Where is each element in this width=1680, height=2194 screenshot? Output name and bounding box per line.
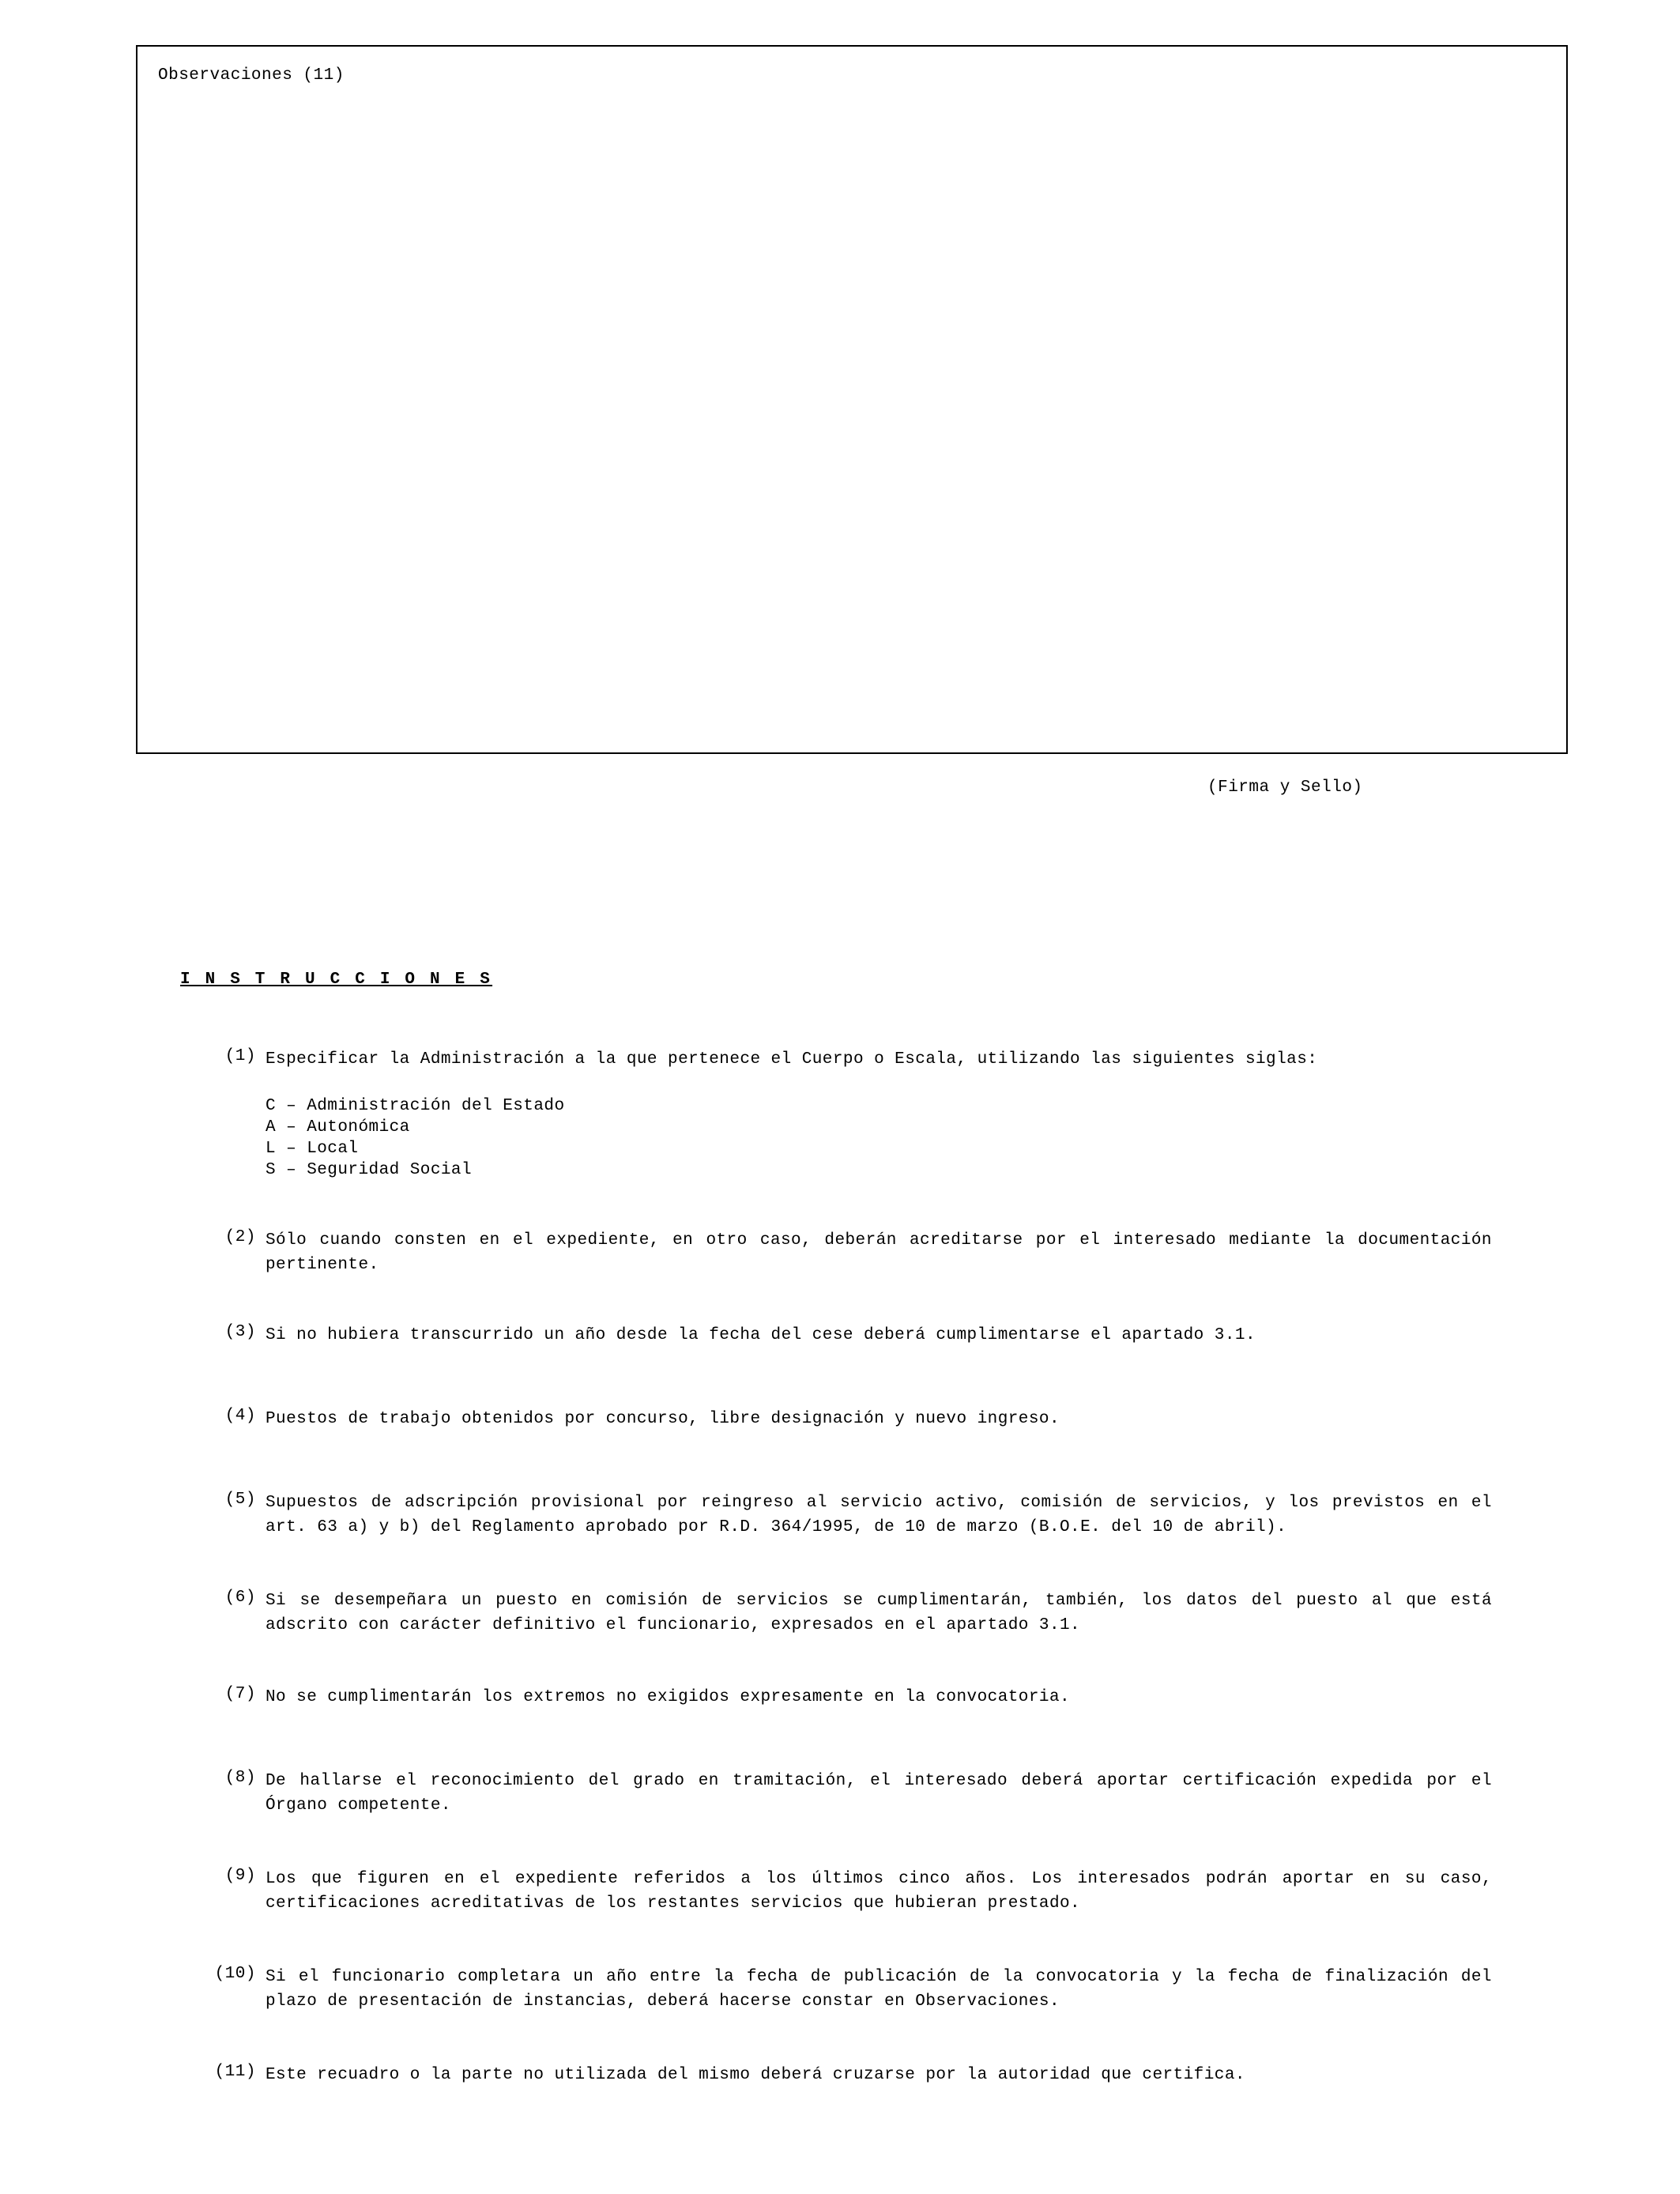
- instruction-text: Sólo cuando consten en el expediente, en otro caso, deberán acreditarse por el interesado mediante la documentación pertinente.: [266, 1231, 1492, 1274]
- sigla-item: A – Autonómica: [266, 1118, 410, 1137]
- list-item: [180, 1407, 1492, 1431]
- instruction-number: (2): [224, 1228, 256, 1246]
- instruction-number: (4): [224, 1407, 256, 1425]
- instruction-text: Los que figuren en el expediente referidos a los últimos cinco años. Los interesados podrán aportar en su caso, certificaciones acreditativas de los restantes servicios que hubieran prestado.: [266, 1870, 1492, 1913]
- instruction-text: Puestos de trabajo obtenidos por concurso, libre designación y nuevo ingreso.: [266, 1410, 1060, 1428]
- instruction-text: Si se desempeñara un puesto en comisión de servicios se cumplimentarán, también, los datos del puesto al que está adscrito con carácter definitivo el funcionario, expresados en el apartado 3.1.: [266, 1592, 1492, 1634]
- list-item: [180, 1589, 1492, 1638]
- list-item: [180, 1491, 1492, 1540]
- instruction-number: (7): [224, 1685, 256, 1703]
- observaciones-box[interactable]: [136, 45, 1568, 754]
- instruction-number: (8): [224, 1769, 256, 1787]
- instruction-text: Supuestos de adscripción provisional por reingreso al servicio activo, comisión de servicios, y los previstos en el art. 63 a) y b) del Reglamento aprobado por R.D. 364/1995, de 10 de marzo (B.O.E. del 10 de abril).: [266, 1494, 1492, 1536]
- list-item: [180, 1323, 1492, 1348]
- instrucciones-heading: I N S T R U C C I O N E S: [180, 971, 493, 989]
- instruction-number: (9): [224, 1867, 256, 1885]
- list-item: [180, 1769, 1492, 1818]
- instruction-number: (3): [224, 1323, 256, 1341]
- list-item: [180, 2063, 1492, 2087]
- instruction-number: (1): [224, 1047, 256, 1065]
- instruction-text: Este recuadro o la parte no utilizada del mismo deberá cruzarse por la autoridad que certifica.: [266, 2066, 1245, 2084]
- list-item: [180, 1228, 1492, 1277]
- instruction-text: Si el funcionario completara un año entre la fecha de publicación de la convocatoria y la fecha de finalización del plazo de presentación de instancias, deberá hacerse constar en Observaciones.: [266, 1968, 1492, 2011]
- instruction-number: (5): [224, 1491, 256, 1509]
- instruction-text: No se cumplimentarán los extremos no exigidos expresamente en la convocatoria.: [266, 1688, 1071, 1706]
- sigla-item: S – Seguridad Social: [266, 1161, 473, 1179]
- observaciones-label: Observaciones (11): [158, 66, 345, 85]
- list-item: [180, 1867, 1492, 1916]
- sigla-item: C – Administración del Estado: [266, 1097, 565, 1115]
- sigla-item: L – Local: [266, 1140, 359, 1158]
- instruction-number: (6): [224, 1589, 256, 1607]
- firma-y-sello-label: (Firma y Sello): [1207, 778, 1363, 797]
- instruction-text: De hallarse el reconocimiento del grado en tramitación, el interesado deberá aportar certificación expedida por el Órgano competente.: [266, 1772, 1492, 1815]
- instruction-number: (11): [214, 2063, 256, 2081]
- siglas-list: [266, 1095, 1492, 1181]
- instruction-number: (10): [214, 1965, 256, 1983]
- instruction-text: Si no hubiera transcurrido un año desde la fecha del cese deberá cumplimentarse el apartado 3.1.: [266, 1326, 1256, 1344]
- instructions-list: [180, 1047, 1492, 2087]
- list-item: [180, 1047, 1492, 1181]
- list-item: [180, 1965, 1492, 2014]
- list-item: [180, 1685, 1492, 1710]
- instruction-text: Especificar la Administración a la que pertenece el Cuerpo o Escala, utilizando las siguientes siglas:: [266, 1050, 1318, 1069]
